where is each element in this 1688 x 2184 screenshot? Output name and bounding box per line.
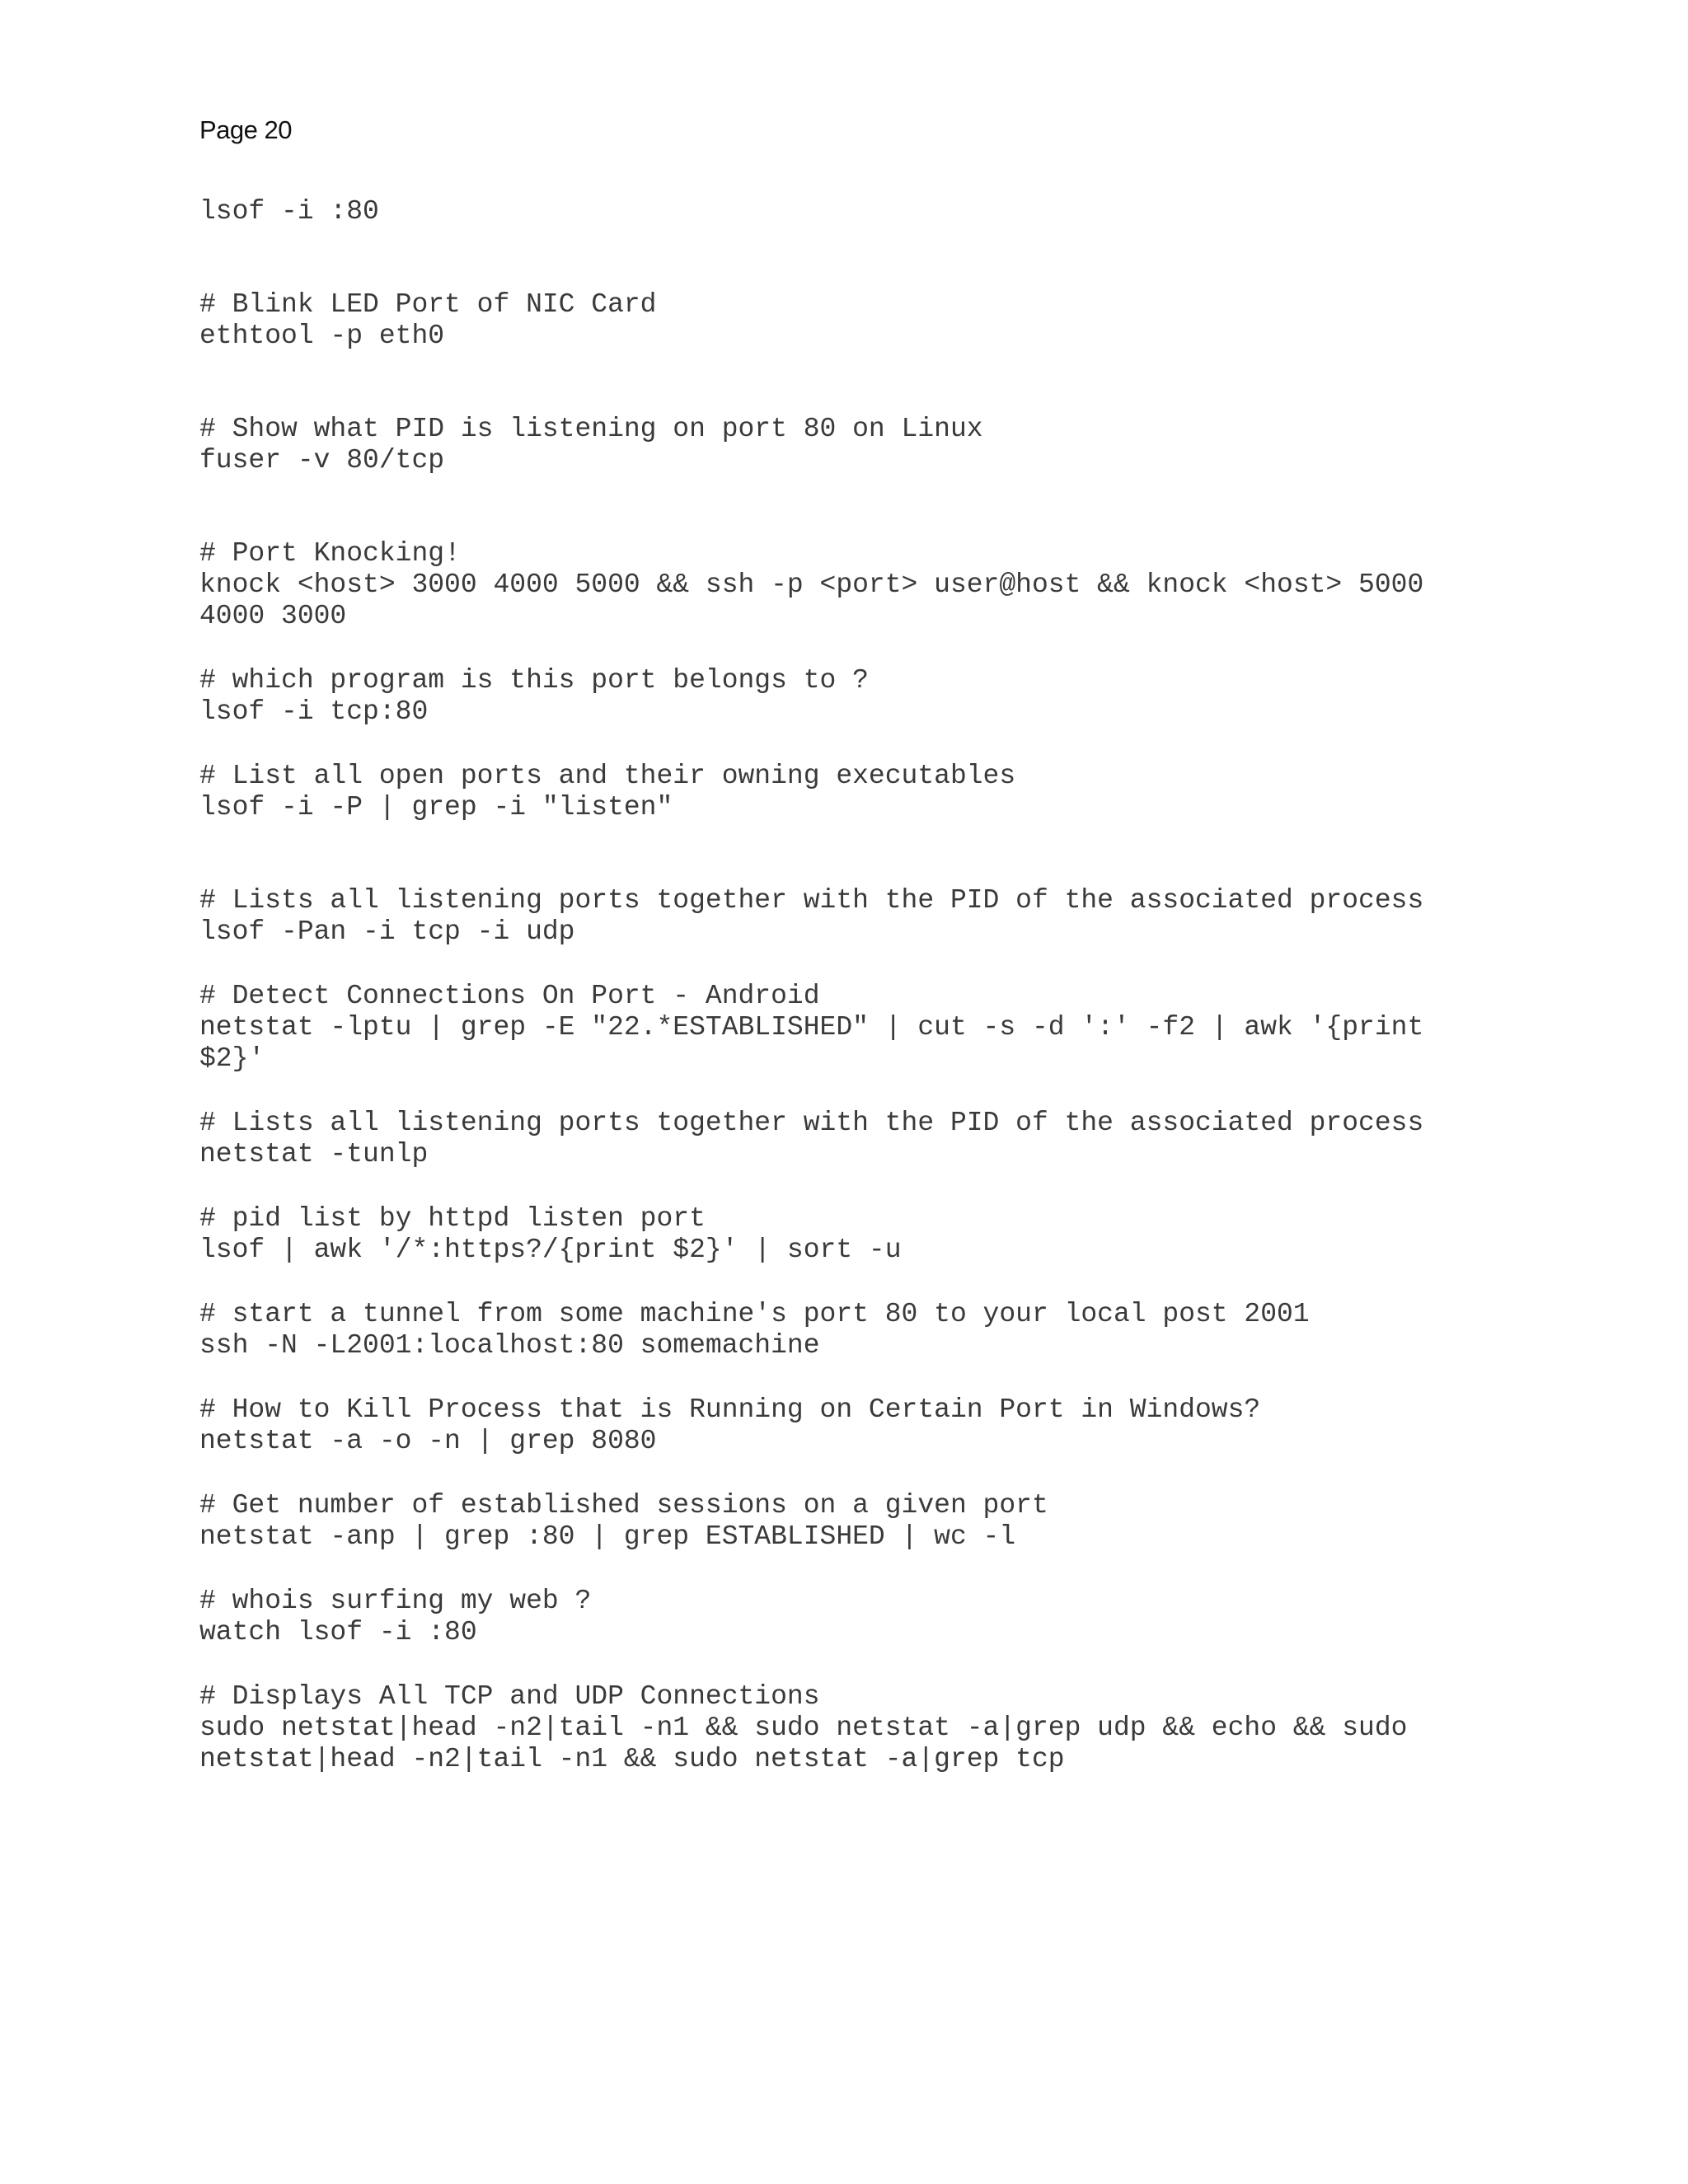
command-line: netstat -a -o -n | grep 8080 (199, 1426, 657, 1456)
command-comment: # Get number of established sessions on a given port (199, 1490, 1048, 1521)
command-comment: # start a tunnel from some machine's port 80 to your local post 2001 (199, 1299, 1310, 1329)
command-line: 4000 3000 (199, 601, 347, 631)
command-line: netstat|head -n2|tail -n1 && sudo netstat -a|grep tcp (199, 1744, 1065, 1774)
command-block (199, 1203, 1667, 1266)
command-line: netstat -tunlp (199, 1139, 429, 1169)
command-line: lsof | awk '/*:https?/{print $2}' | sort -u (199, 1235, 902, 1265)
command-line: watch lsof -i :80 (199, 1617, 477, 1647)
command-comment: # Port Knocking! (199, 538, 461, 569)
command-line: lsof -Pan -i tcp -i udp (199, 916, 575, 947)
command-line: sudo netstat|head -n2|tail -n1 && sudo netstat -a|grep udp && echo && sudo (199, 1713, 1408, 1743)
command-comment: # whois surfing my web ? (199, 1586, 592, 1616)
command-block (199, 1490, 1667, 1553)
command-line: lsof -i -P | grep -i "listen" (199, 792, 673, 823)
command-block (199, 885, 1667, 948)
page-content (199, 196, 1667, 1775)
command-line: fuser -v 80/tcp (199, 445, 445, 476)
command-block (199, 196, 1667, 227)
command-comment: # Lists all listening ports together with the PID of the associated process (199, 885, 1424, 916)
command-comment: # Displays All TCP and UDP Connections (199, 1681, 820, 1712)
command-block (199, 1394, 1667, 1457)
command-line: netstat -lptu | grep -E "22.*ESTABLISHED" | cut -s -d ':' -f2 | awk '{print (199, 1012, 1424, 1043)
command-comment: # which program is this port belongs to ? (199, 665, 869, 696)
command-line: $2}' (199, 1043, 265, 1074)
command-comment: # Detect Connections On Port - Android (199, 981, 820, 1011)
command-block (199, 1681, 1667, 1775)
command-comment: # pid list by httpd listen port (199, 1203, 706, 1234)
command-block (199, 289, 1667, 352)
command-block (199, 1108, 1667, 1170)
command-comment: # Lists all listening ports together with the PID of the associated process (199, 1108, 1424, 1138)
command-block (199, 1586, 1667, 1648)
command-block (199, 665, 1667, 728)
command-comment: # How to Kill Process that is Running on Certain Port in Windows? (199, 1394, 1261, 1425)
command-line: ssh -N -L2001:localhost:80 somemachine (199, 1330, 820, 1361)
command-block (199, 981, 1667, 1075)
page-number: Page 20 (199, 115, 292, 144)
command-comment: # List all open ports and their owning executables (199, 761, 1016, 791)
command-line: ethtool -p eth0 (199, 321, 445, 351)
command-block (199, 1299, 1667, 1361)
command-line: lsof -i tcp:80 (199, 696, 429, 727)
command-block (199, 414, 1667, 476)
command-comment: # Show what PID is listening on port 80 on Linux (199, 414, 983, 444)
command-comment: # Blink LED Port of NIC Card (199, 289, 657, 320)
command-block (199, 761, 1667, 823)
command-line: netstat -anp | grep :80 | grep ESTABLISHED | wc -l (199, 1521, 1016, 1552)
command-line: lsof -i :80 (199, 196, 379, 227)
command-line: knock <host> 3000 4000 5000 && ssh -p <port> user@host && knock <host> 5000 (199, 569, 1424, 600)
command-block (199, 538, 1667, 632)
